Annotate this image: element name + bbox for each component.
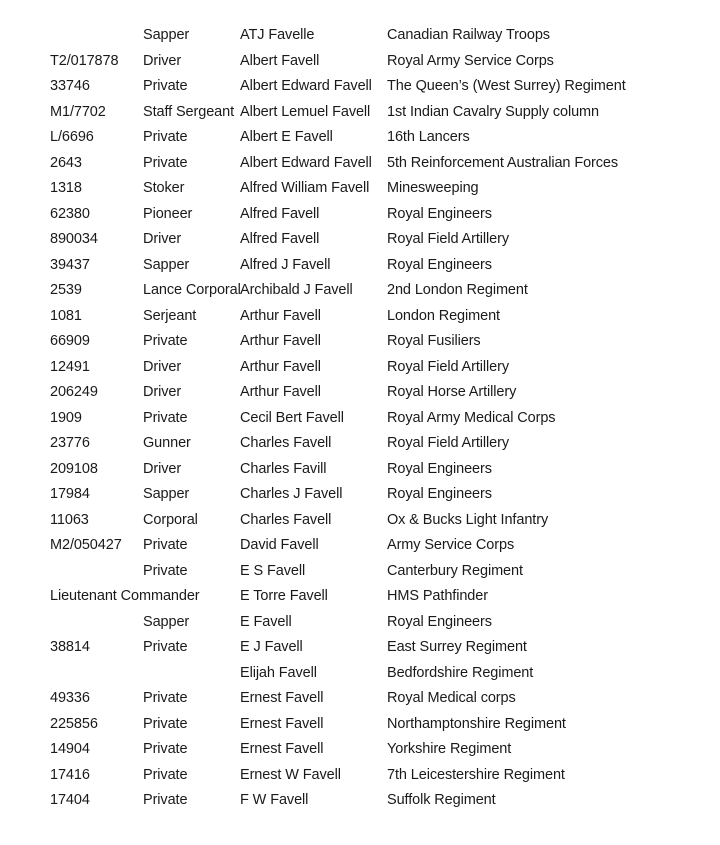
service-number-cell: 209108 — [50, 460, 98, 477]
service-number-cell: 38814 — [50, 639, 90, 655]
service-number-cell — [50, 23, 143, 49]
name-cell: Charles J Favell — [240, 486, 343, 502]
service-number-cell: 17404 — [50, 792, 90, 808]
service-number-cell: 17984 — [50, 486, 90, 502]
rank-cell: Serjeant — [143, 307, 197, 324]
rank-cell: Corporal — [143, 511, 198, 528]
table-row — [0, 737, 720, 763]
rank-cell: Private — [143, 409, 188, 426]
service-number-cell: 2539 — [50, 282, 82, 298]
rank-cell: Private — [143, 333, 188, 349]
service-number-cell — [50, 559, 143, 585]
unit-cell: HMS Pathfinder — [387, 588, 488, 604]
table-row — [0, 74, 720, 100]
unit-cell: Royal Engineers — [387, 613, 492, 630]
name-cell: Charles Favell — [240, 435, 332, 451]
rank-cell: Private — [143, 78, 188, 94]
rank-cell: Sapper — [143, 256, 190, 273]
unit-cell: 5th Reinforcement Australian Forces — [387, 154, 619, 171]
name-cell: ATJ Favelle — [240, 27, 315, 43]
unit-cell: Royal Engineers — [387, 205, 492, 222]
service-number-cell: M2/050427 — [50, 537, 122, 553]
name-cell: Alfred Favell — [240, 231, 320, 247]
name-cell: E S Favell — [240, 562, 306, 579]
unit-cell: Royal Field Artillery — [387, 435, 509, 451]
table-row — [0, 431, 720, 457]
unit-cell: Royal Engineers — [387, 486, 492, 502]
unit-cell: Royal Army Service Corps — [387, 52, 554, 69]
name-cell: Elijah Favell — [240, 664, 317, 681]
rank-cell: Sapper — [143, 27, 190, 43]
name-cell: Ernest Favell — [240, 741, 324, 757]
service-number-cell: 49336 — [50, 690, 90, 706]
table-row — [0, 661, 720, 687]
service-number-cell: 1318 — [50, 180, 82, 196]
name-cell: E Favell — [240, 613, 292, 630]
rank-cell: Driver — [143, 358, 182, 375]
service-number-cell: 206249 — [50, 384, 98, 400]
table-row — [0, 125, 720, 151]
unit-cell: Ox & Bucks Light Infantry — [387, 511, 549, 528]
rank-cell: Lance Corporal — [143, 282, 241, 298]
unit-cell: Royal Fusiliers — [387, 333, 481, 349]
table-row — [0, 635, 720, 661]
unit-cell: Royal Engineers — [387, 460, 492, 477]
name-cell: Arthur Favell — [240, 307, 321, 324]
service-number-cell: 12491 — [50, 358, 90, 375]
service-number-cell: 62380 — [50, 205, 90, 222]
table-row — [0, 253, 720, 279]
service-number-cell: 1909 — [50, 409, 82, 426]
name-cell: Archibald J Favell — [240, 282, 353, 298]
name-cell: Alfred J Favell — [240, 256, 331, 273]
name-cell: Arthur Favell — [240, 358, 321, 375]
unit-cell: Royal Army Medical Corps — [387, 409, 556, 426]
service-number-cell: 1081 — [50, 307, 82, 324]
table-row — [0, 176, 720, 202]
name-cell: Albert Edward Favell — [240, 154, 372, 171]
unit-cell: 7th Leicestershire Regiment — [387, 766, 565, 783]
name-cell: Arthur Favell — [240, 333, 321, 349]
table-row — [0, 227, 720, 253]
unit-cell: Suffolk Regiment — [387, 792, 496, 808]
rank-cell: Private — [143, 154, 188, 171]
unit-cell: 16th Lancers — [387, 129, 470, 145]
table-row — [0, 584, 720, 610]
table-row — [0, 329, 720, 355]
name-cell: Charles Favell — [240, 511, 332, 528]
table-row — [0, 406, 720, 432]
name-cell: Albert Favell — [240, 52, 320, 69]
unit-cell: Canadian Railway Troops — [387, 27, 550, 43]
table-row — [0, 559, 720, 585]
unit-cell: Canterbury Regiment — [387, 562, 523, 579]
rank-cell: Driver — [143, 231, 182, 247]
service-number-cell: 17416 — [50, 766, 90, 783]
unit-cell: Army Service Corps — [387, 537, 515, 553]
table-row — [0, 686, 720, 712]
table-row — [0, 533, 720, 559]
unit-cell: East Surrey Regiment — [387, 639, 527, 655]
rank-cell: Private — [143, 766, 188, 783]
table-row — [0, 763, 720, 789]
name-cell: E J Favell — [240, 639, 303, 655]
rank-cell: Private — [143, 792, 188, 808]
service-number-cell — [50, 610, 143, 636]
rank-cell: Private — [143, 129, 188, 145]
unit-cell: Royal Field Artillery — [387, 231, 509, 247]
name-cell: Alfred Favell — [240, 205, 320, 222]
service-number-cell — [50, 661, 143, 687]
name-cell: Albert Lemuel Favell — [240, 103, 371, 120]
rank-cell: Sapper — [143, 486, 190, 502]
name-cell: F W Favell — [240, 792, 309, 808]
table-row — [0, 278, 720, 304]
rank-cell: Gunner — [143, 435, 191, 451]
table-row — [0, 508, 720, 534]
name-cell: David Favell — [240, 537, 319, 553]
rank-cell: Stoker — [143, 180, 185, 196]
unit-cell: Royal Engineers — [387, 256, 492, 273]
unit-cell: Yorkshire Regiment — [387, 741, 512, 757]
service-number-cell: M1/7702 — [50, 103, 106, 120]
name-cell: Ernest Favell — [240, 690, 324, 706]
table-row — [0, 788, 720, 814]
unit-cell: Royal Horse Artillery — [387, 384, 517, 400]
table-row — [0, 100, 720, 126]
name-cell: Arthur Favell — [240, 384, 321, 400]
table-row — [0, 23, 720, 49]
service-number-cell: 14904 — [50, 741, 90, 757]
table-row — [0, 380, 720, 406]
table-row — [0, 610, 720, 636]
rank-cell: Private — [143, 741, 188, 757]
rank-cell: Lieutenant Commander — [50, 588, 200, 604]
name-cell: Ernest W Favell — [240, 766, 341, 783]
table-row — [0, 712, 720, 738]
table-row — [0, 151, 720, 177]
table-row — [0, 355, 720, 381]
rank-cell: Pioneer — [143, 205, 193, 222]
table-row — [0, 457, 720, 483]
name-cell: E Torre Favell — [240, 588, 328, 604]
rank-cell: Driver — [143, 52, 182, 69]
service-number-cell: 33746 — [50, 78, 90, 94]
name-cell: Albert Edward Favell — [240, 78, 372, 94]
rank-cell: Private — [143, 715, 188, 732]
unit-cell: Royal Medical corps — [387, 690, 516, 706]
service-number-cell: 23776 — [50, 435, 90, 451]
unit-cell: Northamptonshire Regiment — [387, 715, 566, 732]
service-number-cell: 11063 — [50, 511, 89, 528]
rank-cell: Staff Sergeant — [143, 103, 235, 120]
table-row — [0, 202, 720, 228]
table-row — [0, 49, 720, 75]
service-number-cell: 66909 — [50, 333, 90, 349]
unit-cell: London Regiment — [387, 307, 500, 324]
service-number-cell: 225856 — [50, 715, 98, 732]
rank-cell: Driver — [143, 460, 182, 477]
unit-cell: Royal Field Artillery — [387, 358, 509, 375]
rank-cell: Sapper — [143, 613, 190, 630]
unit-cell: 1st Indian Cavalry Supply column — [387, 103, 599, 120]
service-number-cell: L/6696 — [50, 129, 94, 145]
unit-cell: Bedfordshire Regiment — [387, 664, 534, 681]
rank-cell: Private — [143, 562, 188, 579]
rank-cell — [143, 661, 240, 687]
service-number-cell: T2/017878 — [50, 52, 119, 69]
name-cell: Alfred William Favell — [240, 180, 370, 196]
name-cell: Charles Favill — [240, 460, 327, 477]
name-cell: Ernest Favell — [240, 715, 324, 732]
rank-cell: Driver — [143, 384, 182, 400]
table-row — [0, 304, 720, 330]
service-number-cell: 39437 — [50, 256, 90, 273]
rank-cell: Private — [143, 537, 188, 553]
service-number-cell: 2643 — [50, 154, 82, 171]
unit-cell: Minesweeping — [387, 180, 479, 196]
unit-cell: 2nd London Regiment — [387, 282, 528, 298]
personnel-table — [0, 23, 720, 814]
name-cell: Albert E Favell — [240, 129, 333, 145]
name-cell: Cecil Bert Favell — [240, 409, 344, 426]
service-number-cell: 890034 — [50, 231, 98, 247]
rank-cell: Private — [143, 690, 188, 706]
rank-cell: Private — [143, 639, 188, 655]
unit-cell: The Queen’s (West Surrey) Regiment — [387, 78, 626, 94]
table-row — [0, 482, 720, 508]
